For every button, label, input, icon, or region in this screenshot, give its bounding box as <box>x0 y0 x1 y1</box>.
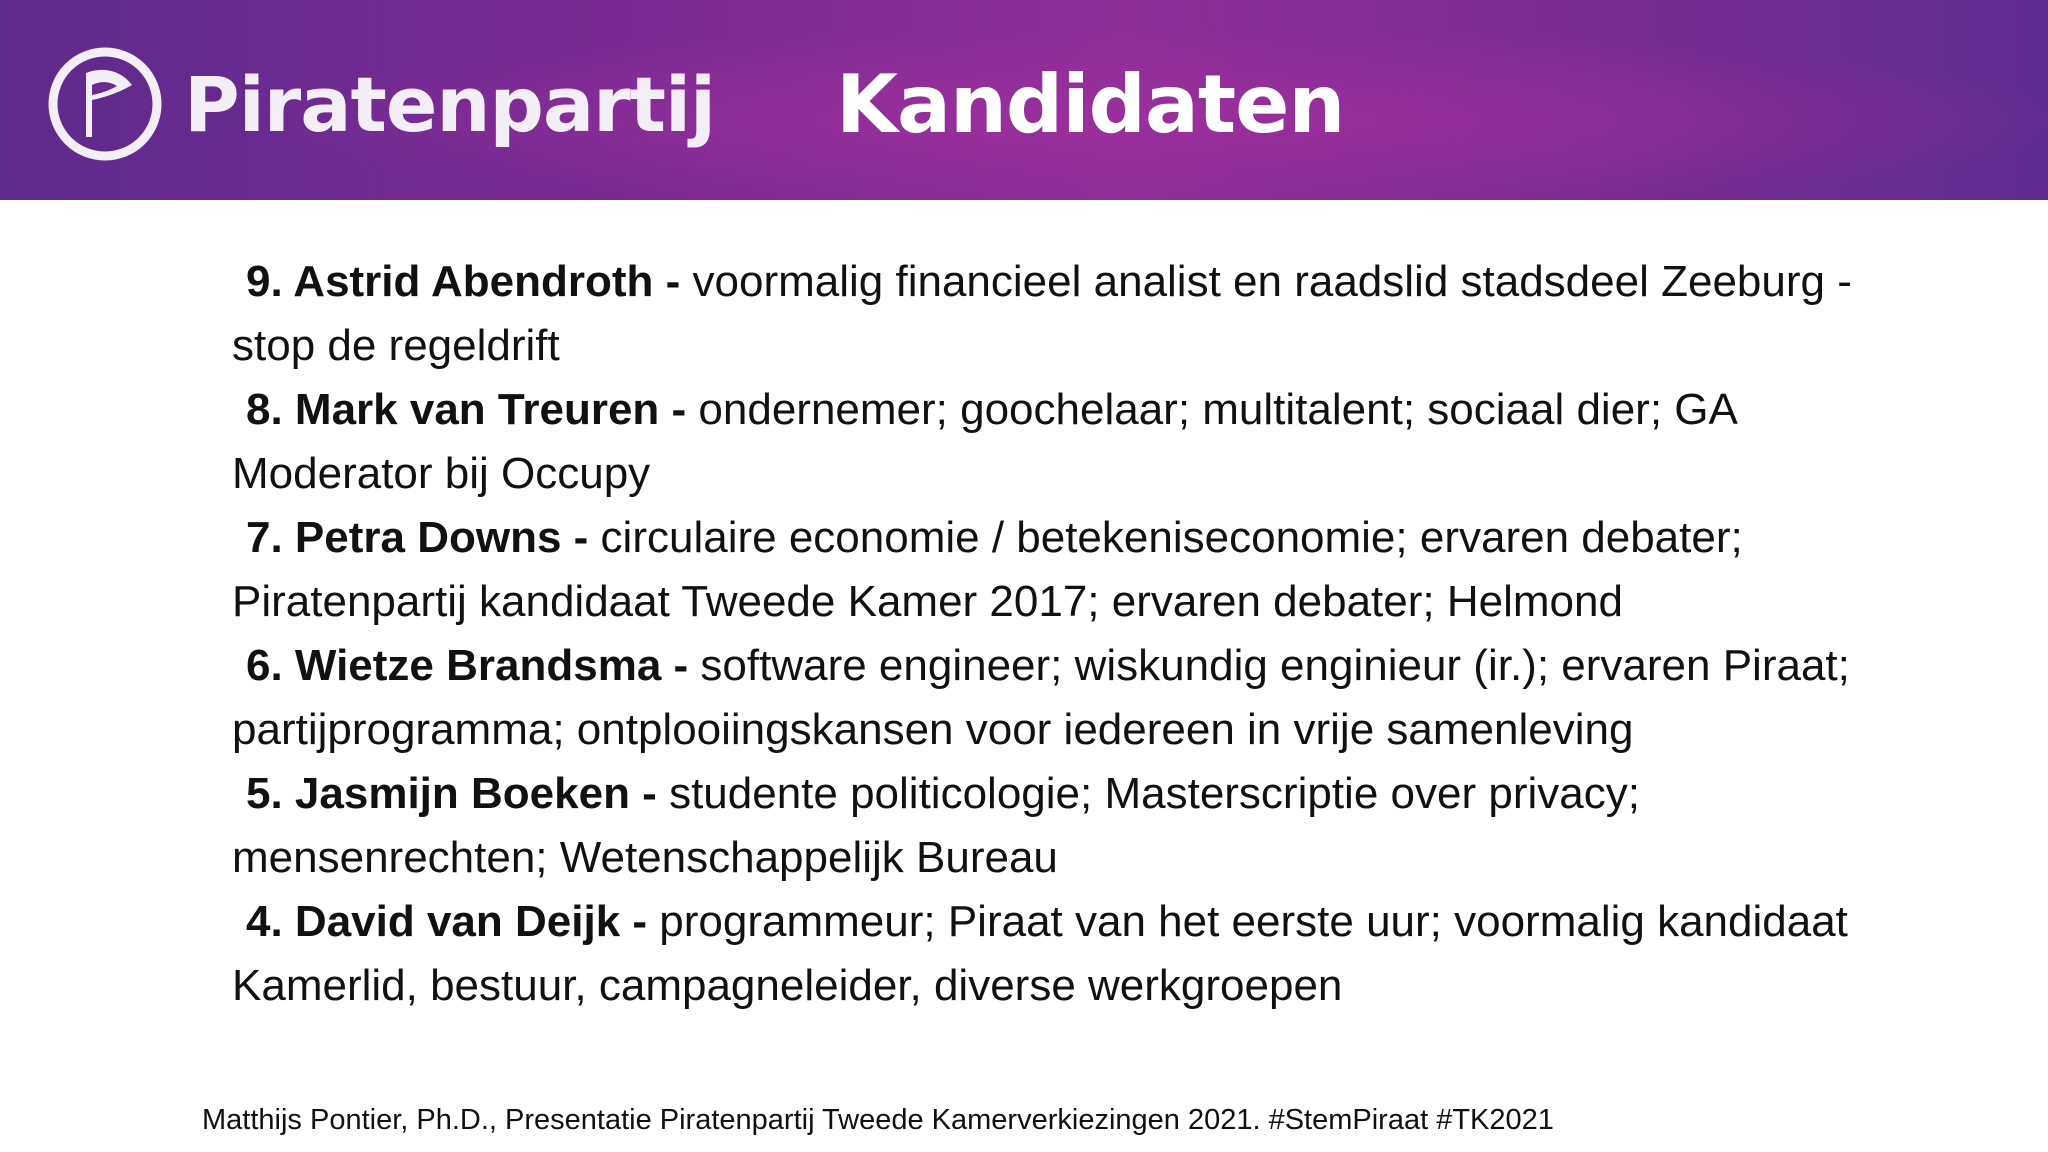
footer-credit: Matthijs Pontier, Ph.D., Presentatie Piratenpartij Tweede Kamerverkiezingen 2021. #StemPiraat #TK2021 <box>202 1104 1554 1136</box>
candidate-description: studente politicologie; Masterscriptie over privacy; mensenrechten; Wetenschappelijk Bureau <box>232 769 1640 882</box>
candidate-description: ondernemer; goochelaar; multitalent; sociaal dier; GA Moderator bij Occupy <box>232 385 1736 498</box>
candidate-item <box>232 762 1882 890</box>
candidate-name: 9. Astrid Abendroth - <box>246 257 681 306</box>
candidate-item <box>232 634 1882 762</box>
candidate-description: circulaire economie / betekeniseconomie; ervaren debater; Piratenpartij kandidaat Tweede Kamer 2017; ervaren debater; Helmond <box>232 513 1743 626</box>
candidate-name: 8. Mark van Treuren - <box>246 385 687 434</box>
candidate-description: programmeur; Piraat van het eerste uur; voormalig kandidaat Kamerlid, bestuur, campagneleider, diverse werkgroepen <box>232 897 1848 1010</box>
candidate-item <box>232 378 1882 506</box>
header-banner <box>0 0 2048 200</box>
candidate-description: voormalig financieel analist en raadslid stadsdeel Zeeburg - stop de regeldrift <box>232 257 1852 370</box>
party-name: Piratenpartij <box>184 60 716 149</box>
candidate-item <box>232 250 1882 378</box>
pirate-flag-logo-icon <box>46 45 164 163</box>
candidate-item <box>232 506 1882 634</box>
candidate-name: 7. Petra Downs - <box>246 513 589 562</box>
slide-title: Kandidaten <box>836 58 1345 151</box>
candidate-description: software engineer; wiskundig enginieur (ir.); ervaren Piraat; partijprogramma; ontplooiingskansen voor iedereen in vrije samenleving <box>232 641 1850 754</box>
candidate-name: 4. David van Deijk - <box>246 897 648 946</box>
candidate-name: 6. Wietze Brandsma - <box>246 641 689 690</box>
candidate-list <box>232 250 1882 1018</box>
candidate-name: 5. Jasmijn Boeken - <box>246 769 657 818</box>
candidate-item <box>232 890 1882 1018</box>
